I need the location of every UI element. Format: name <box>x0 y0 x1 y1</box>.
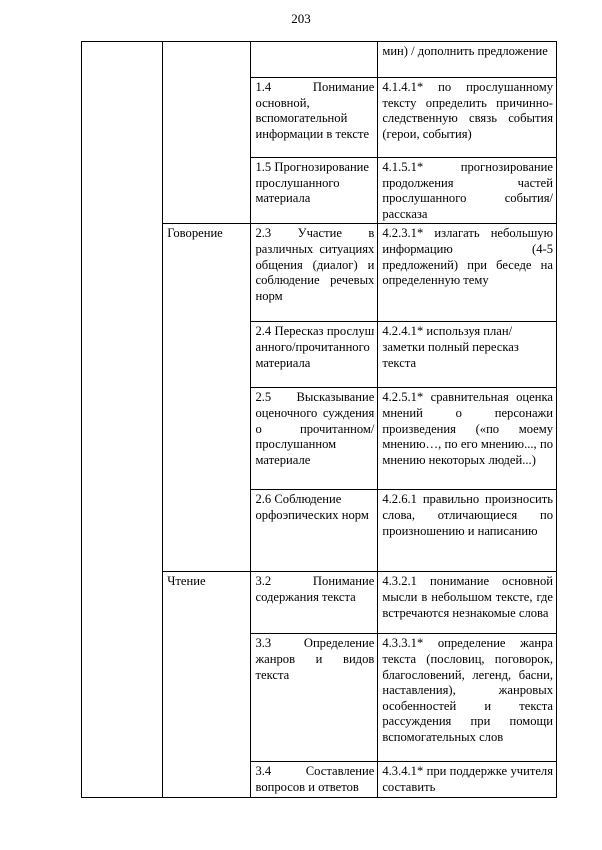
objective-cell: 4.3.2.1 понимание основной мысли в небольшом тексте, где встречаются незнакомые слова <box>378 572 557 634</box>
blank-column-cell <box>82 42 163 798</box>
skill-cell: 3.4 Составление вопросов и ответов <box>251 762 378 797</box>
objective-cell: 4.2.4.1* используя план/заметки полный пересказ текста <box>378 322 557 388</box>
skill-cell: 2.4 Пересказ прослушанного/прочитанногоматериала <box>251 322 378 388</box>
page-number: 203 <box>291 11 311 26</box>
objective-cell: 4.2.5.1* сравнительная оценка мнений о персонажи произведения («по моему мнению…, по его мнению..., по мнению некоторых людей...) <box>378 388 557 490</box>
skill-cell <box>251 42 378 78</box>
section-cell <box>163 42 251 224</box>
objective-cell: 4.2.3.1* излагать небольшую информацию (4-5 предложений) при беседе на определенную тему <box>378 224 557 322</box>
skill-cell: 2.3 Участие в различных ситуациях общения (диалог) и соблюдение речевых норм <box>251 224 378 322</box>
curriculum-table <box>81 41 557 798</box>
objective-cell: 4.3.3.1* определение жанра текста (пословиц, поговорок, благословений, легенд, басни, наставления), жанровых особенностей и текста рассуждения при помощи вспомогательных слов <box>378 634 557 762</box>
objective-cell: 4.1.4.1* по прослушанному тексту определить причинно-следственную связь события (герои, события) <box>378 78 557 158</box>
objective-cell: 4.3.4.1* при поддержке учителя составить <box>378 762 557 797</box>
skill-cell: 2.6 Соблюдение орфоэпических норм <box>251 490 378 572</box>
skill-cell: 1.5 Прогнозирование прослушанного материала <box>251 158 378 224</box>
skill-cell: 2.5 Высказывание оценочного суждения о прочитанном/ прослушанном материале <box>251 388 378 490</box>
skill-cell: 3.3 Определение жанров и видов текста <box>251 634 378 762</box>
skill-cell: 3.2 Понимание содержания текста <box>251 572 378 634</box>
skill-cell: 1.4 Понимание основной, вспомогательной информации в тексте <box>251 78 378 158</box>
objective-cell: мин) / дополнить предложение <box>378 42 557 78</box>
section-cell: Говорение <box>163 224 251 572</box>
objective-cell: 4.2.6.1 правильно произносить слова, отличающиеся по произношению и написанию <box>378 490 557 572</box>
table-row <box>82 42 557 78</box>
objective-cell: 4.1.5.1* прогнозирование продолжения частей прослушанного события/рассказа <box>378 158 557 224</box>
section-cell: Чтение <box>163 572 251 797</box>
